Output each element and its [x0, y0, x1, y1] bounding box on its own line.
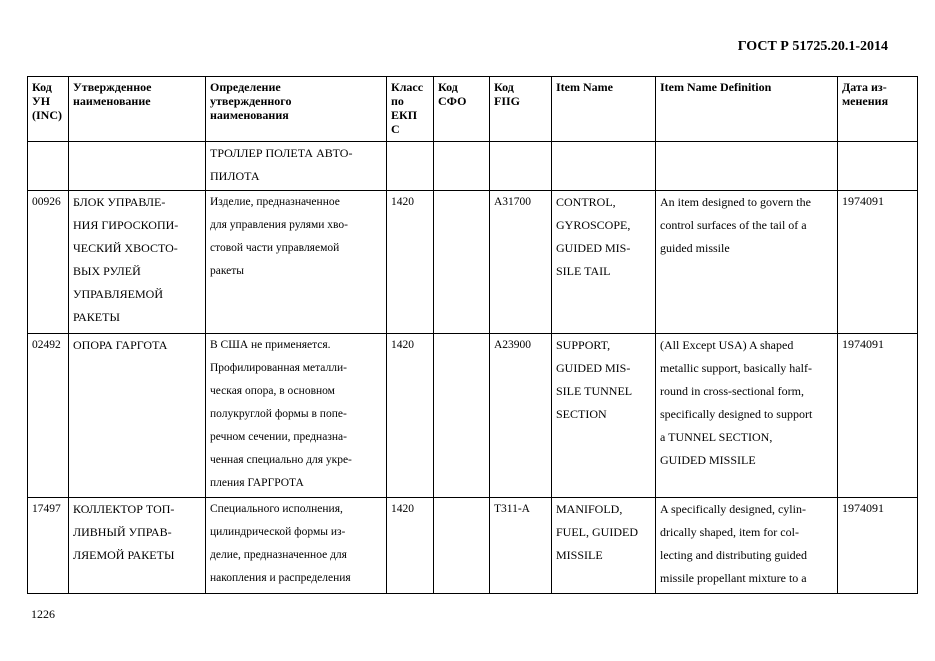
header-inc: Код УН (INC): [28, 77, 69, 142]
cell-item-definition: (All Except USA) A shaped metallic support, basically half- round in cross-sectional form, specifically designed to support a TUNNEL SECTION, GUIDED MISSILE: [656, 334, 838, 498]
cell-definition: В США не применяется. Профилированная металли- ческая опора, в основном полукруглой формы в попе- речном сечении, предназна- ченная специально для укре- пления ГАРГРОТА: [206, 334, 387, 498]
cell-sfo: [434, 498, 490, 594]
cell-item-definition: A specifically designed, cylin- drically shaped, item for col- lecting and distributing guided missile propellant mixture to a: [656, 498, 838, 594]
cell-fiig: [490, 142, 552, 191]
cell-sfo: [434, 191, 490, 334]
cell-name: КОЛЛЕКТОР ТОП- ЛИВНЫЙ УПРАВ- ЛЯЕМОЙ РАКЕТЫ: [69, 498, 206, 594]
cell-class: 1420: [387, 498, 434, 594]
table-row: [28, 191, 918, 334]
cell-change-date: 1974091: [838, 191, 918, 334]
cell-definition: Изделие, предназначенное для управления рулями хво- стовой части управляемой ракеты: [206, 191, 387, 334]
cell-definition: Специального исполнения, цилиндрической формы из- делие, предназначенное для накопления и распределения: [206, 498, 387, 594]
header-sfo: Код СФО: [434, 77, 490, 142]
header-item-definition: Item Name Definition: [656, 77, 838, 142]
cell-name: ОПОРА ГАРГОТА: [69, 334, 206, 498]
cell-item-name: SUPPORT, GUIDED MIS- SILE TUNNEL SECTION: [552, 334, 656, 498]
cell-sfo: [434, 142, 490, 191]
cell-inc: 17497: [28, 498, 69, 594]
cell-fiig: A23900: [490, 334, 552, 498]
cell-fiig: T311-A: [490, 498, 552, 594]
cell-sfo: [434, 334, 490, 498]
cell-class: 1420: [387, 191, 434, 334]
cell-name: [69, 142, 206, 191]
cell-change-date: [838, 142, 918, 191]
cell-item-definition: An item designed to govern the control surfaces of the tail of a guided missile: [656, 191, 838, 334]
cell-inc: [28, 142, 69, 191]
nomenclature-table: [27, 76, 918, 594]
cell-change-date: 1974091: [838, 334, 918, 498]
cell-change-date: 1974091: [838, 498, 918, 594]
cell-inc: 00926: [28, 191, 69, 334]
page-number: 1226: [31, 607, 55, 621]
cell-class: [387, 142, 434, 191]
cell-name: БЛОК УПРАВЛЕ- НИЯ ГИРОСКОПИ- ЧЕСКИЙ ХВОСТО- ВЫХ РУЛЕЙ УПРАВЛЯЕМОЙ РАКЕТЫ: [69, 191, 206, 334]
table-row: [28, 142, 918, 191]
header-fiig: Код FIIG: [490, 77, 552, 142]
document-header: ГОСТ Р 51725.20.1-2014: [737, 39, 888, 54]
table-row: [28, 498, 918, 594]
cell-definition: ТРОЛЛЕР ПОЛЕТА АВТО- ПИЛОТА: [206, 142, 387, 191]
cell-class: 1420: [387, 334, 434, 498]
header-change-date: Дата из- менения: [838, 77, 918, 142]
cell-item-definition: [656, 142, 838, 191]
cell-item-name: MANIFOLD, FUEL, GUIDED MISSILE: [552, 498, 656, 594]
cell-item-name: CONTROL, GYROSCOPE, GUIDED MIS- SILE TAIL: [552, 191, 656, 334]
cell-fiig: A31700: [490, 191, 552, 334]
cell-inc: 02492: [28, 334, 69, 498]
header-class: Класс по ЕКП С: [387, 77, 434, 142]
table-row: [28, 334, 918, 498]
header-definition: Определение утвержденного наименования: [206, 77, 387, 142]
table-header-row: [28, 77, 918, 142]
header-approved-name: Утвержденное наименование: [69, 77, 206, 142]
header-item-name: Item Name: [552, 77, 656, 142]
cell-item-name: [552, 142, 656, 191]
